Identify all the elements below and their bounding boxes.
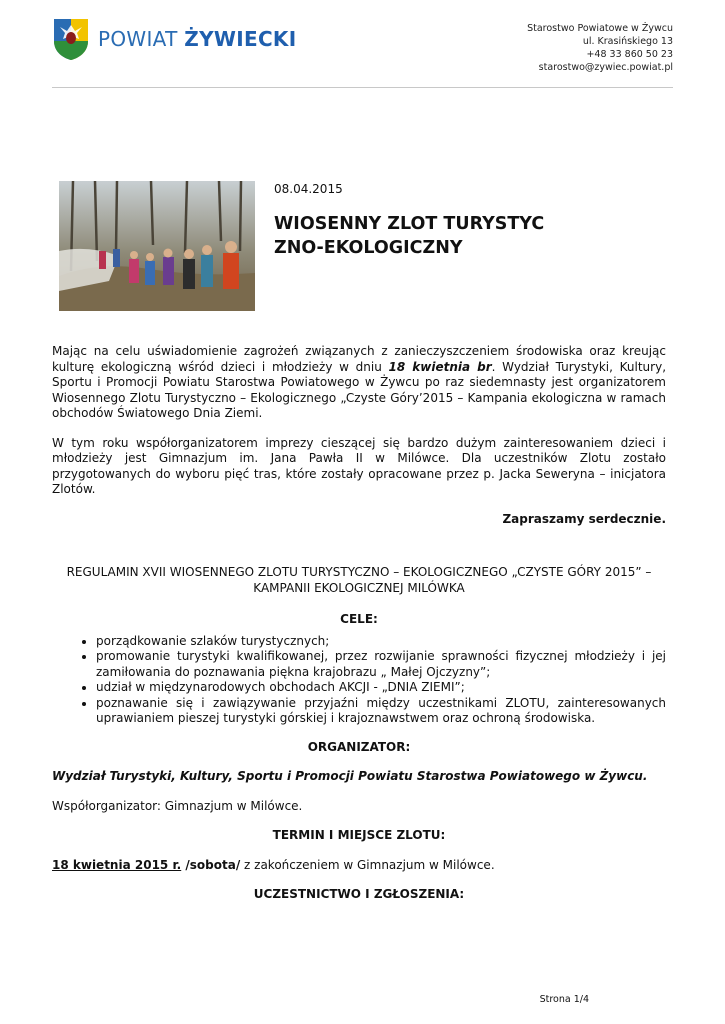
regulamin-heading-line1: REGULAMIN XVII WIOSENNEGO ZLOTU TURYSTYCZNO – EKOLOGICZNEGO „CZYSTE GÓRY 2015” – bbox=[66, 565, 652, 579]
termin bbox=[52, 858, 666, 874]
list-item: • poznawanie się i zawiązywanie przyjaźni między uczestnikami ZLOTU, zainteresowanych uprawianiem pieszej turystyki górskiej i krajoznawstwem oraz ochroną środowiska. bbox=[96, 696, 666, 727]
invitation-text: Zapraszamy serdecznie. bbox=[502, 511, 666, 526]
article-date: 08.04.2015 bbox=[274, 182, 343, 196]
article-photo bbox=[59, 181, 255, 311]
powiat-logo bbox=[52, 17, 296, 61]
article-title bbox=[274, 212, 604, 260]
termin-heading-text: TERMIN I MIEJSCE ZLOTU: bbox=[272, 828, 446, 842]
termin-rest: z zakończeniem w Gimnazjum w Milówce. bbox=[240, 857, 495, 872]
regulamin-heading-line2: KAMPANII EKOLOGICZNEJ MILÓWKA bbox=[253, 580, 465, 595]
article-title-line2: ZNO-EKOLOGICZNY bbox=[274, 238, 463, 258]
article-body bbox=[52, 344, 666, 903]
organizator-text: Wydział Turystyki, Kultury, Sportu i Promocji Powiatu Starostwa Powiatowego w Żywcu. bbox=[52, 769, 648, 783]
header-divider bbox=[52, 87, 673, 88]
uczestnictwo-heading-text: UCZESTNICTWO I ZGŁOSZENIA: bbox=[253, 887, 465, 901]
organizator-heading-text: ORGANIZATOR: bbox=[307, 739, 411, 754]
invitation bbox=[52, 512, 666, 528]
paragraph-coorganizer: W tym roku współorganizatorem imprezy cieszącej się bardzo dużym zainteresowaniem dzieci i młodzieży jest Gimnazjum im. Jana Pawła II w Milówce. Dla uczestników Zlotu zostało przygotowanych do wyboru pięć tras, które zostały opracowane przez p. Jacka Seweryna – inicjatora Zlotów. bbox=[52, 435, 666, 496]
contact-email[interactable]: starostwo@zywiec.powiat.pl bbox=[538, 62, 673, 73]
uczestnictwo-heading bbox=[52, 887, 666, 903]
termin-day: /sobota/ bbox=[181, 857, 241, 872]
powiat-crest-icon bbox=[52, 17, 90, 61]
paragraph-intro bbox=[52, 344, 666, 422]
intro-text-a: Mając na celu uświadomienie zagrożeń związanych z zanieczyszczeniem środowiska oraz kreując kulturę ekologiczną wśród dzieci i młodzieży w dniu bbox=[52, 344, 666, 374]
intro-text-c: . Wydział Turystyki, Kultury, Sportu i Promocji Powiatu Starostwa Powiatowego w Żywcu po raz siedemnasty jest organizatorem Wiosennego Zlotu Turystyczno – Ekologicznego „Czyste Góry’2015 – Kampania ekologiczna w ramach obchodów Światowego Dnia Ziemi. bbox=[52, 359, 667, 420]
termin-heading bbox=[52, 828, 666, 844]
article-title-line1: WIOSENNY ZLOT TURYSTYC bbox=[274, 214, 545, 234]
contact-phone: +48 33 860 50 23 bbox=[586, 49, 673, 60]
list-item: • promowanie turystyki kwalifikowanej, przez rozwijanie sprawności fizycznej młodzieży i jej zamiłowania do poznawania piękna krajobrazu „ Małej Ojczyzny”; bbox=[96, 649, 666, 680]
cele-heading-text: CELE: bbox=[340, 612, 378, 626]
contact-block bbox=[527, 22, 673, 74]
logo-main: ŻYWIECKI bbox=[184, 27, 297, 51]
logo-wordmark bbox=[98, 27, 296, 51]
list-item: • udział w międzynarodowych obchodach AKCJI - „DNIA ZIEMI”; bbox=[96, 680, 666, 696]
contact-office: Starostwo Powiatowe w Żywcu bbox=[527, 23, 673, 34]
list-item: • porządkowanie szlaków turystycznych; bbox=[96, 634, 666, 650]
organizator-heading bbox=[52, 740, 666, 756]
contact-street: ul. Krasińskiego 13 bbox=[582, 36, 673, 47]
cele-list bbox=[52, 634, 666, 727]
organizator bbox=[52, 769, 666, 785]
cele-heading bbox=[52, 612, 666, 628]
regulamin-heading bbox=[52, 565, 666, 596]
intro-date-emphasis: 18 kwietnia br bbox=[388, 359, 492, 374]
termin-date: 18 kwietnia 2015 r. bbox=[52, 857, 182, 872]
wspolorganizator: Współorganizator: Gimnazjum w Milówce. bbox=[52, 798, 303, 813]
logo-prefix: POWIAT bbox=[98, 27, 178, 51]
page-number: Strona 1/4 bbox=[539, 994, 589, 1005]
